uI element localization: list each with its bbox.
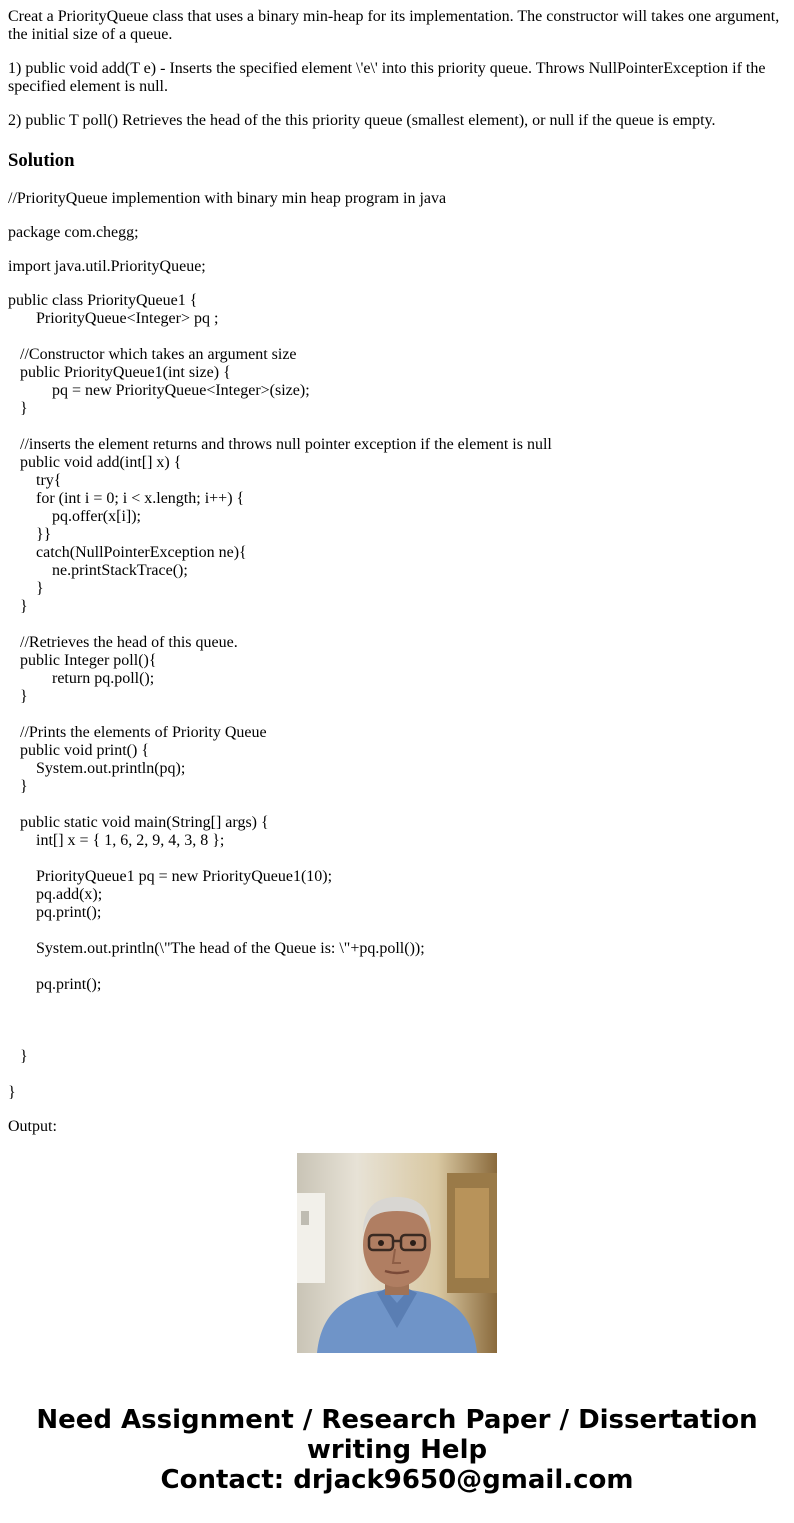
promo-contact: Contact: drjack9650@gmail.com [160,1465,634,1495]
output-label: Output: [8,1118,57,1135]
question-item-1: 1) public void add(T e) - Inserts the specified element \'e\' into this priority queue. Throws NullPointerException if the specified element is null. [8,60,766,95]
question-intro: Creat a PriorityQueue class that uses a binary min-heap for its implementation. The constructor will takes one argument, the initial size of a queue. [8,8,780,43]
package-line: package com.chegg; [8,224,139,241]
solution-comment: //PriorityQueue implemention with binary min heap program in java [8,190,447,207]
author-photo-icon [297,1153,497,1353]
promo-line-1: Need Assignment / Research Paper / Dissertation [36,1405,758,1435]
code-block: public class PriorityQueue1 { PriorityQueue<Integer> pq ; //Constructor which takes an argument size public PriorityQueue1(int size) { pq = new PriorityQueue<Integer>(size); } //inserts the element returns and throws null pointer exception if the element is null public void add(int[] x) { try{ for (int i = 0; i < x.length; i++) { pq.offer(x[i]); }} catch(NullPointerException ne){ ne.printStackTrace(); } } //Retrieves the head of this queue. public Integer poll(){ return pq.poll(); } //Prints the elements of Priority Queue public void print() { System.out.println(pq); } public static void main(String[] args) { int[] x = { 1, 6, 2, 9, 4, 3, 8 }; PriorityQueue1 pq = new PriorityQueue1(10); pq.add(x); pq.print(); System.out.println(\"The head of the Queue is: \"+pq.poll()); pq.print(); } } [8,292,552,1101]
author-avatar [297,1153,497,1353]
solution-heading: Solution [8,150,75,171]
promo-line-2: writing Help [306,1435,488,1465]
import-line: import java.util.PriorityQueue; [8,258,206,275]
document-content [8,0,786,1135]
promo-text [0,1405,794,1495]
question-item-2: 2) public T poll() Retrieves the head of the this priority queue (smallest element), or null if the queue is empty. [8,112,716,129]
promo-footer [0,1123,794,1523]
